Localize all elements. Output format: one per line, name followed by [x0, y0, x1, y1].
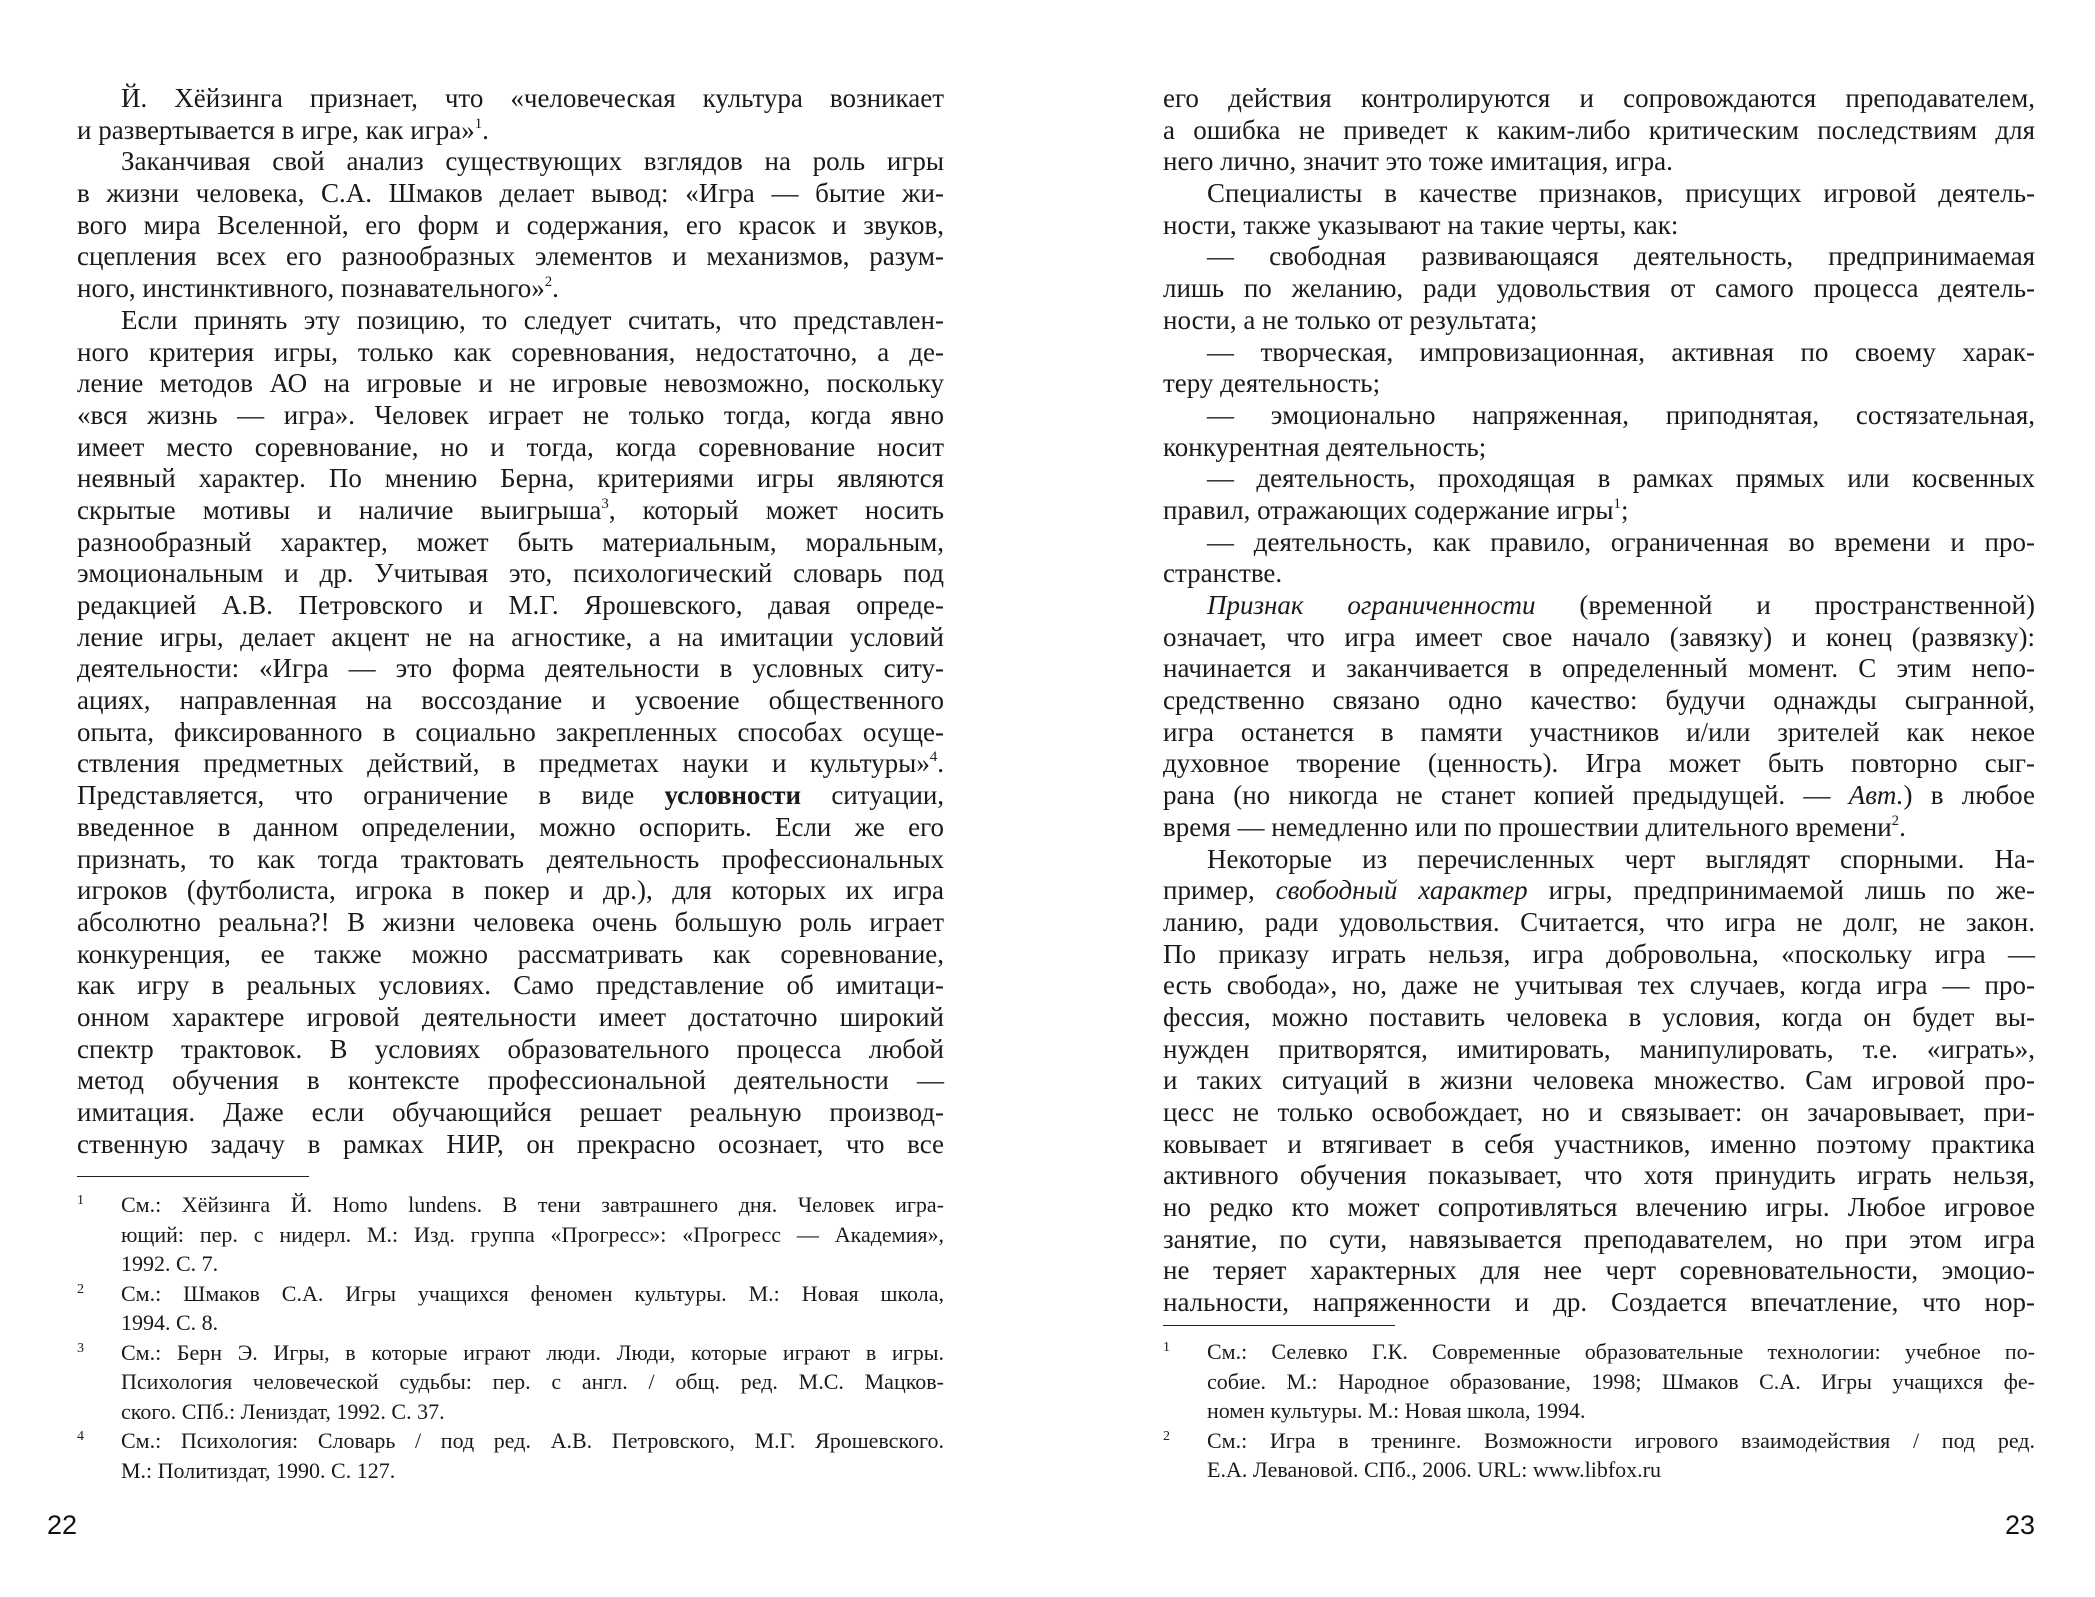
text-run: имеет место соревнование, но и тогда, когда соревнование носит [77, 431, 944, 462]
text-line [77, 1034, 944, 1066]
text-run: ситуации, [801, 780, 944, 811]
text-run: См.: Игра в тренинге. Возможности игрового взаимодействия / под ред. [1207, 1427, 2035, 1453]
text-run: ности, а не только от результата; [1163, 304, 1538, 335]
left-page [0, 0, 1047, 1597]
text-line [121, 1279, 944, 1309]
text-line [77, 1065, 944, 1097]
text-line [1163, 178, 2035, 210]
text-line [1163, 939, 2035, 971]
text-line [1163, 780, 2035, 812]
text-run: ковывает и втягивает в себя участников, именно поэтому практика [1163, 1128, 2035, 1159]
footnote-number: 1 [1163, 1340, 1170, 1355]
text-run: ности, также указывают на такие черты, как: [1163, 209, 1679, 240]
text-line [77, 590, 944, 622]
footnote-number: 2 [77, 1281, 84, 1297]
text-run: время — немедленно или по прошествии длительного времени [1163, 811, 1892, 842]
text-line [77, 1129, 944, 1161]
text-line [121, 1308, 944, 1338]
paragraph [1163, 178, 2035, 241]
text-line [1163, 337, 2035, 369]
paragraph [1163, 83, 2035, 178]
text-line [1207, 1426, 2035, 1456]
paragraph [77, 146, 944, 304]
text-run: — свободная развивающаяся деятельность, предпринимаемая [1207, 241, 2035, 272]
text-run: Психология человеческой судьбы: пер. с англ. / общ. ред. М.С. Мацков- [121, 1369, 944, 1394]
text-line [1163, 1224, 2035, 1256]
text-run: но редко кто может сопротивляться влечению игры. Любое игровое [1163, 1192, 2035, 1223]
footnote [77, 1426, 944, 1485]
text-line [77, 305, 944, 337]
text-line [121, 1190, 944, 1220]
bold-text: условности [664, 780, 802, 811]
text-line [77, 463, 944, 495]
text-run: См.: Берн Э. Игры, в которые играют люди. Люди, которые играют в игры. [121, 1339, 944, 1365]
text-line [1163, 748, 2035, 780]
text-run: вого мира Вселенной, его форм и содержания, его красок и звуков, [77, 209, 944, 240]
text-run: — эмоционально напряженная, приподнятая, состязательная, [1207, 399, 2035, 430]
text-line [1163, 1034, 2035, 1066]
text-run: начинается и заканчивается в определенный момент. С этим непо- [1163, 653, 2035, 684]
text-line [1163, 1192, 2035, 1224]
text-run: и развертывается в игре, как игра» [77, 114, 475, 145]
text-line [121, 1456, 944, 1486]
text-run: ского. СПб.: Лениздат, 1992. С. 37. [121, 1398, 445, 1424]
paragraph [1163, 844, 2035, 1319]
text-run: собие. М.: Народное образование, 1998; Шмаков С.А. Игры учащихся фе- [1207, 1368, 2035, 1394]
text-line [77, 495, 944, 527]
text-run: , который может носить [608, 494, 944, 525]
text-line [121, 1367, 944, 1397]
text-line [77, 432, 944, 464]
footnote-ref: 1 [474, 115, 483, 132]
text-run: означает, что игра имеет свое начало (завязку) и конец (развязку): [1163, 621, 2035, 652]
text-line [1163, 653, 2035, 685]
text-line [1163, 210, 2035, 242]
text-run: деятельности: «Игра — это форма деятельности в условных ситу- [77, 653, 944, 684]
text-line [77, 653, 944, 685]
footnote-divider [77, 1176, 309, 1177]
text-run: теру деятельность; [1163, 368, 1381, 399]
paragraph [1163, 590, 2035, 844]
text-line [1163, 812, 2035, 844]
body-text [77, 83, 944, 1160]
text-line [1163, 1255, 2035, 1287]
text-line [77, 368, 944, 400]
text-line [1163, 241, 2035, 273]
text-line [1163, 1129, 2035, 1161]
text-run: средственно связано одно качество: будучи однажды сыгранной, [1163, 685, 2035, 716]
text-run: онном характере игровой деятельности имеет достаточно широкий [77, 1001, 944, 1032]
text-run: Заканчивая свой анализ существующих взглядов на роль игры [121, 146, 944, 177]
text-run: духовное творение (ценность). Игра может быть повторно сыг- [1163, 748, 2035, 779]
text-line [1163, 146, 2035, 178]
text-run: Если принять эту позицию, то следует считать, что представлен- [121, 304, 944, 335]
text-run: ного, инстинктивного, познавательного» [77, 273, 545, 304]
italic-text: свободный характер [1275, 875, 1528, 906]
text-line [77, 748, 944, 780]
text-run: . [1899, 811, 1906, 842]
text-line [1163, 1002, 2035, 1034]
text-line [77, 717, 944, 749]
text-line [77, 939, 944, 971]
text-run: См.: Шмаков С.А. Игры учащихся феномен культуры. М.: Новая школа, [121, 1280, 944, 1306]
footnote-number: 4 [77, 1429, 84, 1444]
text-run: ствления предметных действий, в предметах науки и культуры» [77, 748, 930, 779]
text-line [1163, 273, 2035, 305]
footnote-number: 1 [77, 1193, 84, 1208]
text-run: спектр трактовок. В условиях образовательного процесса любой [77, 1033, 944, 1064]
footnote [77, 1190, 944, 1279]
text-run: скрытые мотивы и наличие выигрыша [77, 494, 602, 525]
text-run: лишь по желанию, ради удовольствия от самого процесса деятель- [1163, 273, 2035, 304]
text-run: Е.А. Левановой. СПб., 2006. URL: www.libfox.ru [1207, 1457, 1661, 1482]
text-run: (временной и пространственной) [1535, 590, 2035, 620]
text-line [1207, 1455, 2035, 1485]
text-line [77, 875, 944, 907]
text-run: редакцией А.В. Петровского и М.Г. Ярошевского, давая опреде- [77, 590, 944, 620]
text-run: . [482, 114, 489, 145]
text-line [1163, 463, 2035, 495]
text-line [1163, 400, 2035, 432]
text-line [77, 1002, 944, 1034]
text-run: ) в любое [1903, 780, 2035, 811]
text-run: . [552, 273, 559, 304]
text-line [1163, 495, 2035, 527]
text-run: нужден притворятся, имитировать, манипулировать, т.е. «играть», [1163, 1033, 2035, 1064]
text-run: игроков (футболиста, игрока в покер и др.), для которых их игра [77, 875, 944, 906]
paragraph [1163, 463, 2035, 526]
text-line [1163, 1160, 2035, 1192]
italic-text: Признак ограниченности [1207, 590, 1536, 620]
text-line [77, 558, 944, 590]
text-line [1163, 875, 2035, 907]
text-run: номен культуры. М.: Новая школа, 1994. [1207, 1398, 1586, 1423]
text-run: конкуренция, ее также можно рассматривать как соревнование, [77, 938, 944, 969]
text-run: ациях, направленная на воссоздание и усвоение общественного [77, 685, 944, 716]
text-run: ланию, ради удовольствия. Считается, что игра не долг, не закон. [1163, 906, 2035, 937]
paragraph [1163, 400, 2035, 463]
text-run: Специалисты в качестве признаков, присущих игровой деятель- [1207, 178, 2035, 209]
italic-text: Авт. [1848, 780, 1904, 811]
text-line [77, 685, 944, 717]
text-run: См.: Психология: Словарь / под ред. А.В. Петровского, М.Г. Ярошевского. [121, 1428, 944, 1453]
text-line [77, 970, 944, 1002]
text-line [1163, 368, 2035, 400]
text-run: в жизни человека, С.А. Шмаков делает вывод: «Игра — бытие жи- [77, 178, 944, 209]
footnote [1163, 1426, 2035, 1485]
text-run: признать, то как тогда трактовать деятельность профессиональных [77, 843, 944, 874]
text-line [1163, 685, 2035, 717]
paragraph [1163, 527, 2035, 590]
text-line [1207, 1337, 2035, 1367]
text-line [77, 210, 944, 242]
text-run: фессия, можно поставить человека в условия, когда он будет вы- [1163, 1001, 2035, 1032]
text-run: и таких ситуаций в жизни человека множество. Сам игровой про- [1163, 1065, 2035, 1096]
text-run: Некоторые из перечисленных черт выглядят спорными. На- [1207, 843, 2035, 874]
text-run: сцепления всех его разнообразных элементов и механизмов, разум- [77, 241, 944, 272]
text-line [1163, 115, 2035, 147]
text-run: ющий: пер. с нидерл. М.: Изд. группа «Прогресс»: «Прогресс — Академия», [121, 1221, 944, 1247]
text-run: «вся жизнь — игра». Человек играет не только тогда, когда явно [77, 399, 944, 430]
text-run: рана (но никогда не станет копией предыдущей. — [1163, 780, 1849, 811]
text-run: М.: Политиздат, 1990. С. 127. [121, 1457, 396, 1483]
text-line [1163, 970, 2035, 1002]
footnote-divider [1163, 1325, 1395, 1326]
text-run: — деятельность, проходящая в рамках прямых или косвенных [1207, 463, 2035, 494]
text-run: абсолютно реальна?! В жизни человека очень большую роль играет [77, 906, 944, 937]
text-run: . [937, 748, 944, 779]
text-line [1163, 907, 2035, 939]
text-line [77, 83, 944, 115]
footnote [1163, 1337, 2035, 1426]
footnote-ref: 4 [929, 749, 938, 766]
text-run: неявный характер. По мнению Берна, критериями игры являются [77, 463, 944, 494]
text-run: его действия контролируются и сопровождаются преподавателем, [1163, 83, 2035, 113]
text-line [77, 115, 944, 147]
footnote-number: 2 [1163, 1428, 1170, 1444]
text-line [121, 1397, 944, 1427]
text-run: не теряет характерных для нее черт соревновательности, эмоцио- [1163, 1255, 2035, 1286]
text-run: См.: Селевко Г.К. Современные образовательные технологии: учебное по- [1207, 1339, 2035, 1364]
text-run: пример, [1163, 875, 1276, 906]
footnote-ref: 2 [544, 274, 553, 290]
text-line [1163, 83, 2035, 115]
text-line [1207, 1396, 2035, 1426]
text-run: как игру в реальных условиях. Само представление об имитаци- [77, 970, 944, 1001]
text-run: 1992. С. 7. [121, 1251, 219, 1276]
text-run: него лично, значит это тоже имитация, игра. [1163, 146, 1673, 177]
text-run: По приказу играть нельзя, игра добровольна, «поскольку игра — [1163, 938, 2035, 969]
text-line [1207, 1367, 2035, 1397]
footnote-ref: 3 [601, 495, 609, 512]
footnotes [77, 1190, 944, 1485]
text-line [121, 1220, 944, 1250]
text-line [77, 146, 944, 178]
text-line [77, 273, 944, 305]
text-line [77, 907, 944, 939]
text-run: — творческая, импровизационная, активная по своему харак- [1207, 336, 2035, 367]
footnote-number: 3 [77, 1340, 84, 1356]
text-run: цесс не только освобождает, но и связывает: он зачаровывает, при- [1163, 1097, 2035, 1127]
text-run: имитация. Даже если обучающийся решает реальную производ- [77, 1097, 944, 1127]
text-line [121, 1426, 944, 1456]
text-run: Представляется, что ограничение в виде [77, 780, 665, 811]
text-line [1163, 1287, 2035, 1319]
text-line [1163, 590, 2035, 622]
text-line [1163, 844, 2035, 876]
text-line [1163, 432, 2035, 464]
text-line [1163, 1097, 2035, 1129]
text-run: нальности, напряженности и др. Создается впечатление, что нор- [1163, 1287, 2035, 1318]
text-run: ного критерия игры, только как соревнования, недостаточно, а де- [77, 336, 944, 367]
text-run: игры, предпринимаемой лишь по же- [1527, 875, 2035, 906]
text-run: ственную задачу в рамках НИР, он прекрасно осознает, что все [77, 1128, 944, 1159]
text-run: — деятельность, как правило, ограниченная во времени и про- [1207, 526, 2035, 557]
text-line [77, 844, 944, 876]
text-line [1163, 527, 2035, 559]
text-run: игра останется в памяти участников и/или зрителей как некое [1163, 716, 2035, 747]
text-line [77, 337, 944, 369]
text-line [77, 527, 944, 559]
text-run: разнообразный характер, может быть материальным, моральным, [77, 526, 944, 557]
paragraph [1163, 241, 2035, 336]
footnotes [1163, 1337, 2035, 1485]
paragraph [77, 83, 944, 146]
text-run: эмоциональным и др. Учитывая это, психологический словарь под [77, 558, 944, 589]
text-run: Й. Хёйзинга признает, что «человеческая культура возникает [121, 83, 944, 113]
text-line [77, 1097, 944, 1129]
text-line [121, 1338, 944, 1368]
footnote-ref: 1 [1613, 495, 1621, 512]
text-run: метод обучения в контексте профессиональной деятельности — [77, 1065, 944, 1096]
text-line [77, 812, 944, 844]
text-run: конкурентная деятельность; [1163, 431, 1487, 462]
text-run: а ошибка не приведет к каким-либо критическим последствиям для [1163, 114, 2035, 145]
footnote [77, 1279, 944, 1338]
text-run: 1994. С. 8. [121, 1310, 219, 1335]
text-run: ление игры, делает акцент не на агностике, а на имитации условий [77, 621, 944, 652]
text-run: опыта, фиксированного в социально закрепленных способах осуще- [77, 716, 944, 747]
text-run: есть свобода», но, даже не учитывая тех случаев, когда игра — про- [1163, 970, 2035, 1001]
text-line [1163, 717, 2035, 749]
paragraph [1163, 337, 2035, 400]
body-text [1163, 83, 2035, 1319]
text-line [77, 178, 944, 210]
text-run: ление методов АО на игровые и не игровые невозможно, поскольку [77, 368, 944, 399]
text-line [77, 400, 944, 432]
page-number: 22 [47, 1510, 78, 1540]
footnote [77, 1338, 944, 1427]
text-line [77, 241, 944, 273]
text-run: ; [1620, 494, 1629, 525]
page-number: 23 [2004, 1510, 2035, 1540]
text-line [1163, 1065, 2035, 1097]
text-line [1163, 558, 2035, 590]
text-run: активного обучения показывает, что хотя принудить играть нельзя, [1163, 1160, 2035, 1191]
text-line [77, 622, 944, 654]
text-run: занятие, по сути, навязывается преподавателем, но при этом игра [1163, 1223, 2035, 1254]
text-line [77, 780, 944, 812]
paragraph [77, 305, 944, 1161]
footnote-ref: 2 [1891, 812, 1900, 829]
text-line [121, 1249, 944, 1279]
text-run: введенное в данном определении, можно оспорить. Если же его [77, 811, 944, 842]
text-run: правил, отражающих содержание игры [1163, 494, 1614, 525]
right-page [1047, 0, 2095, 1597]
text-line [1163, 305, 2035, 337]
text-run: странстве. [1163, 558, 1283, 589]
text-line [1163, 622, 2035, 654]
text-run: См.: Хёйзинга Й. Homo lundens. В тени завтрашнего дня. Человек игра- [121, 1192, 944, 1217]
